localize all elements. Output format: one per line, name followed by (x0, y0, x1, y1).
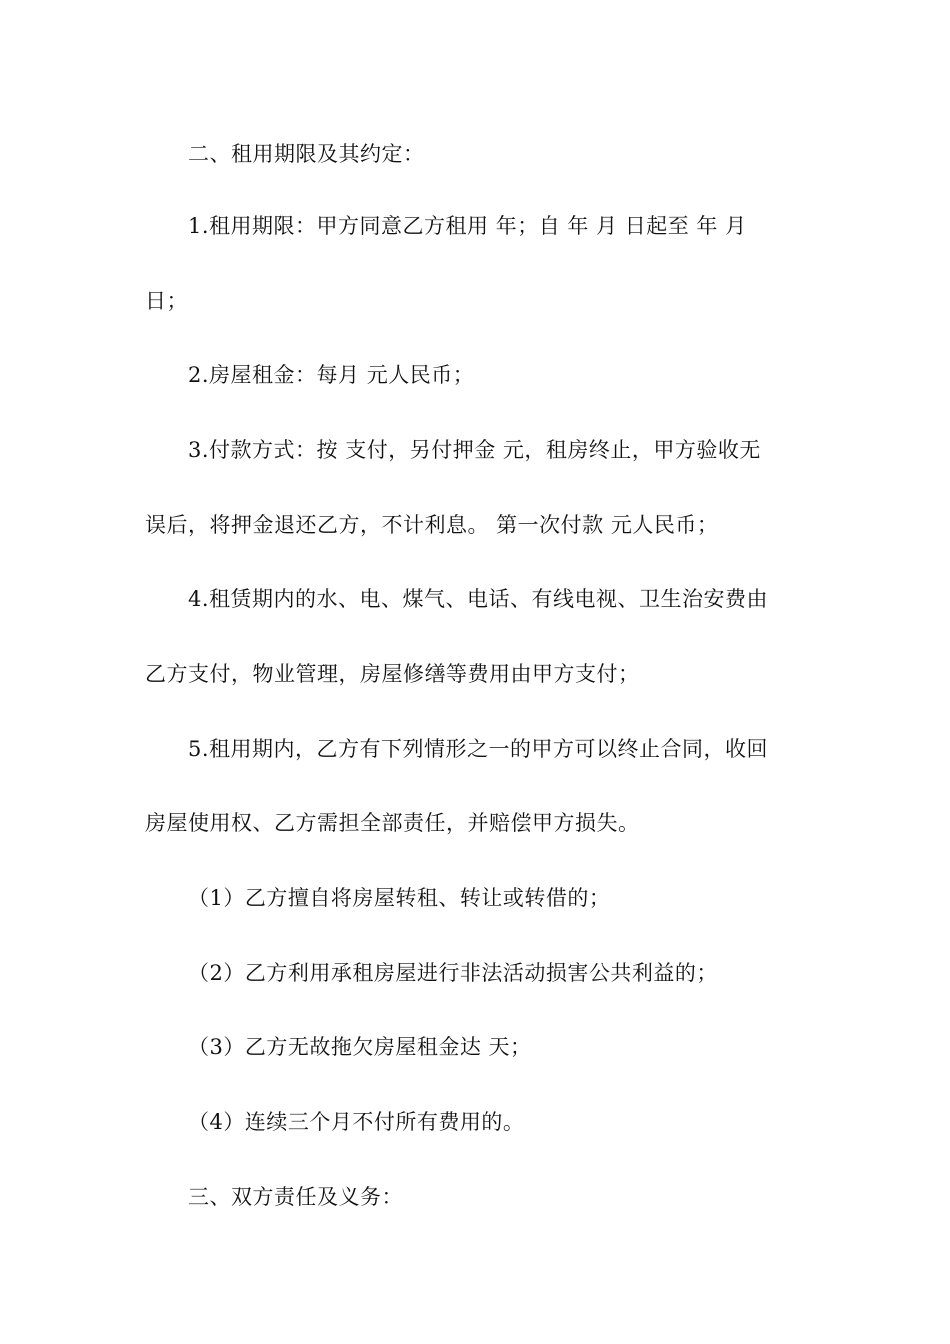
clause-1-line-2: 日； (145, 289, 188, 313)
clause-3-line-1: 3.付款方式：按 支付，另付押金 元，租房终止，甲方验收无 (188, 438, 761, 462)
clause-4-line-2: 乙方支付，物业管理，房屋修缮等费用由甲方支付； (145, 662, 640, 686)
sub-item-4: （4）连续三个月不付所有费用的。 (188, 1110, 525, 1134)
clause-5-line-2: 房屋使用权、乙方需担全部责任，并赔偿甲方损失。 (145, 811, 640, 835)
clause-5-line-1: 5.租用期内，乙方有下列情形之一的甲方可以终止合同，收回 (188, 737, 769, 761)
clause-4-line-1: 4.租赁期内的水、电、煤气、电话、有线电视、卫生治安费由 (188, 587, 769, 611)
section-heading-duties: 三、双方责任及义务： (188, 1185, 403, 1209)
sub-item-2: （2）乙方利用承租房屋进行非法活动损害公共利益的； (188, 961, 718, 985)
clause-3-line-2: 误后，将押金退还乙方，不计利息。 第一次付款 元人民币； (145, 513, 719, 537)
section-heading-lease-term: 二、租用期限及其约定： (188, 142, 425, 166)
sub-item-3: （3）乙方无故拖欠房屋租金达 天； (188, 1035, 532, 1059)
sub-item-1: （1）乙方擅自将房屋转租、转让或转借的； (188, 886, 611, 910)
clause-2-rent: 2.房屋租金：每月 元人民币； (188, 363, 475, 387)
clause-1-line-1: 1.租用期限：甲方同意乙方租用 年；自 年 月 日起至 年 月 (188, 214, 747, 238)
